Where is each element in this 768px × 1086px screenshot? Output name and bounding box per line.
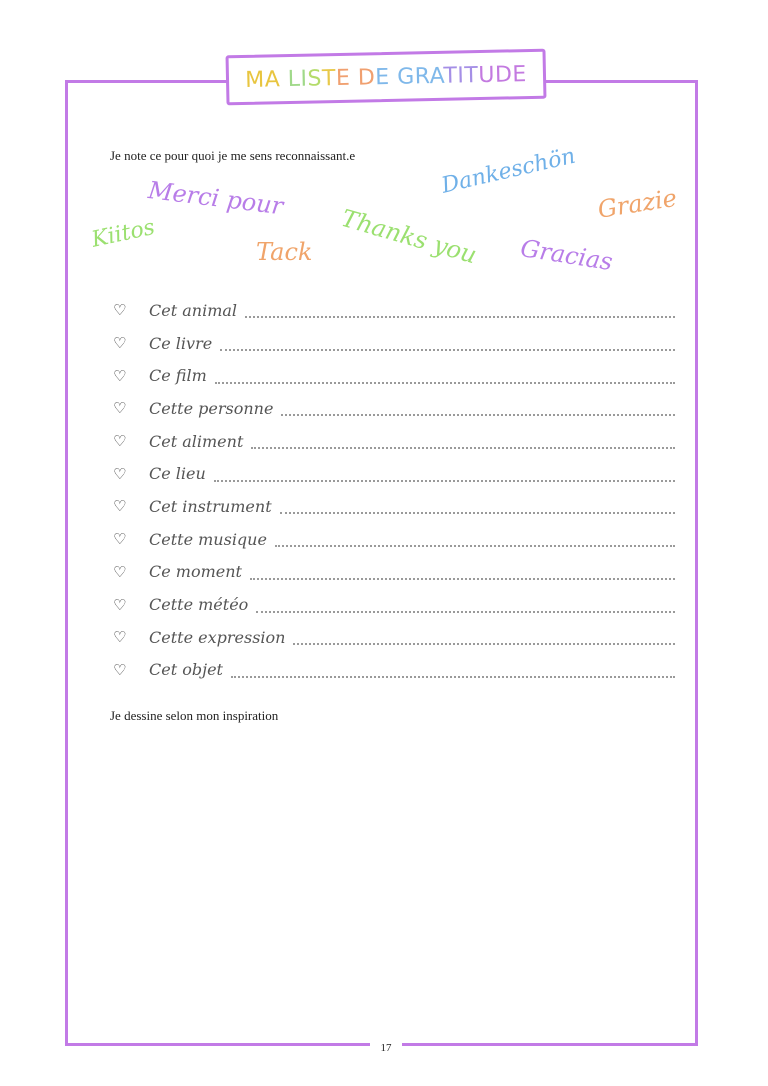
list-item (113, 425, 675, 458)
list-item-label: Ce film (149, 366, 207, 386)
list-item (113, 392, 675, 425)
word-dankeschon: Dankeschön (439, 143, 578, 199)
list-item (113, 327, 675, 360)
dotted-answer-line[interactable] (245, 304, 675, 318)
list-item-label: Ce moment (149, 562, 242, 582)
list-item-label: Ce livre (149, 333, 213, 353)
intro-text: Je note ce pour quoi je me sens reconnaissant.e (110, 148, 356, 163)
list-item (113, 359, 675, 392)
dotted-answer-line[interactable] (281, 402, 675, 416)
list-item-label: Cette météo (149, 595, 249, 615)
list-item (113, 457, 675, 490)
word-kiitos: Kiitos (89, 214, 158, 253)
dotted-answer-line[interactable] (251, 435, 675, 449)
dotted-answer-line[interactable] (215, 370, 675, 384)
page-number: 17 (380, 1042, 392, 1054)
title-word-gratitude: GRATITUDE (396, 61, 528, 90)
heart-icon: ♡ (113, 366, 127, 385)
list-item-label: Cet objet (149, 660, 223, 680)
list-item (113, 621, 675, 654)
list-item (113, 490, 675, 523)
list-item (113, 523, 675, 556)
list-item-label: Cet animal (149, 300, 238, 320)
heart-icon: ♡ (113, 660, 127, 679)
title-banner (226, 49, 547, 106)
gratitude-list (113, 294, 675, 686)
heart-icon: ♡ (113, 464, 127, 483)
word-tack: Tack (256, 238, 313, 266)
list-item-label: Cet aliment (149, 431, 244, 451)
drawing-prompt: Je dessine selon mon inspiration (110, 708, 279, 723)
list-item (113, 294, 675, 327)
dotted-answer-line[interactable] (231, 664, 675, 678)
list-item-label: Ce lieu (149, 464, 206, 484)
list-item-label: Cette musique (149, 529, 267, 549)
list-item-label: Cet instrument (149, 496, 272, 516)
word-grazie: Grazie (595, 183, 679, 224)
list-item-label: Cette personne (149, 398, 274, 418)
list-item (113, 588, 675, 621)
heart-icon: ♡ (113, 432, 127, 451)
word-merci-pour: Merci pour (146, 176, 285, 221)
dotted-answer-line[interactable] (275, 533, 675, 547)
page-title (245, 62, 527, 93)
list-item (113, 556, 675, 589)
dotted-answer-line[interactable] (250, 566, 675, 580)
dotted-answer-line[interactable] (280, 500, 675, 514)
list-item-label: Cette expression (149, 627, 286, 647)
heart-icon: ♡ (113, 497, 127, 516)
heart-icon: ♡ (113, 562, 127, 581)
heart-icon: ♡ (113, 301, 127, 320)
word-gracias: Gracias (518, 234, 615, 277)
word-thanks-you: Thanks you (338, 204, 480, 270)
heart-icon: ♡ (113, 595, 127, 614)
dotted-answer-line[interactable] (220, 337, 675, 351)
title-word-ma: MA (244, 66, 281, 93)
dotted-answer-line[interactable] (256, 599, 675, 613)
dotted-answer-line[interactable] (293, 631, 675, 645)
title-word-liste: LISTE (287, 65, 351, 92)
dotted-answer-line[interactable] (214, 468, 675, 482)
page-number-box (370, 1036, 402, 1056)
heart-icon: ♡ (113, 399, 127, 418)
heart-icon: ♡ (113, 334, 127, 353)
title-word-de: DE (357, 64, 390, 91)
heart-icon: ♡ (113, 628, 127, 647)
heart-icon: ♡ (113, 530, 127, 549)
list-item (113, 654, 675, 687)
